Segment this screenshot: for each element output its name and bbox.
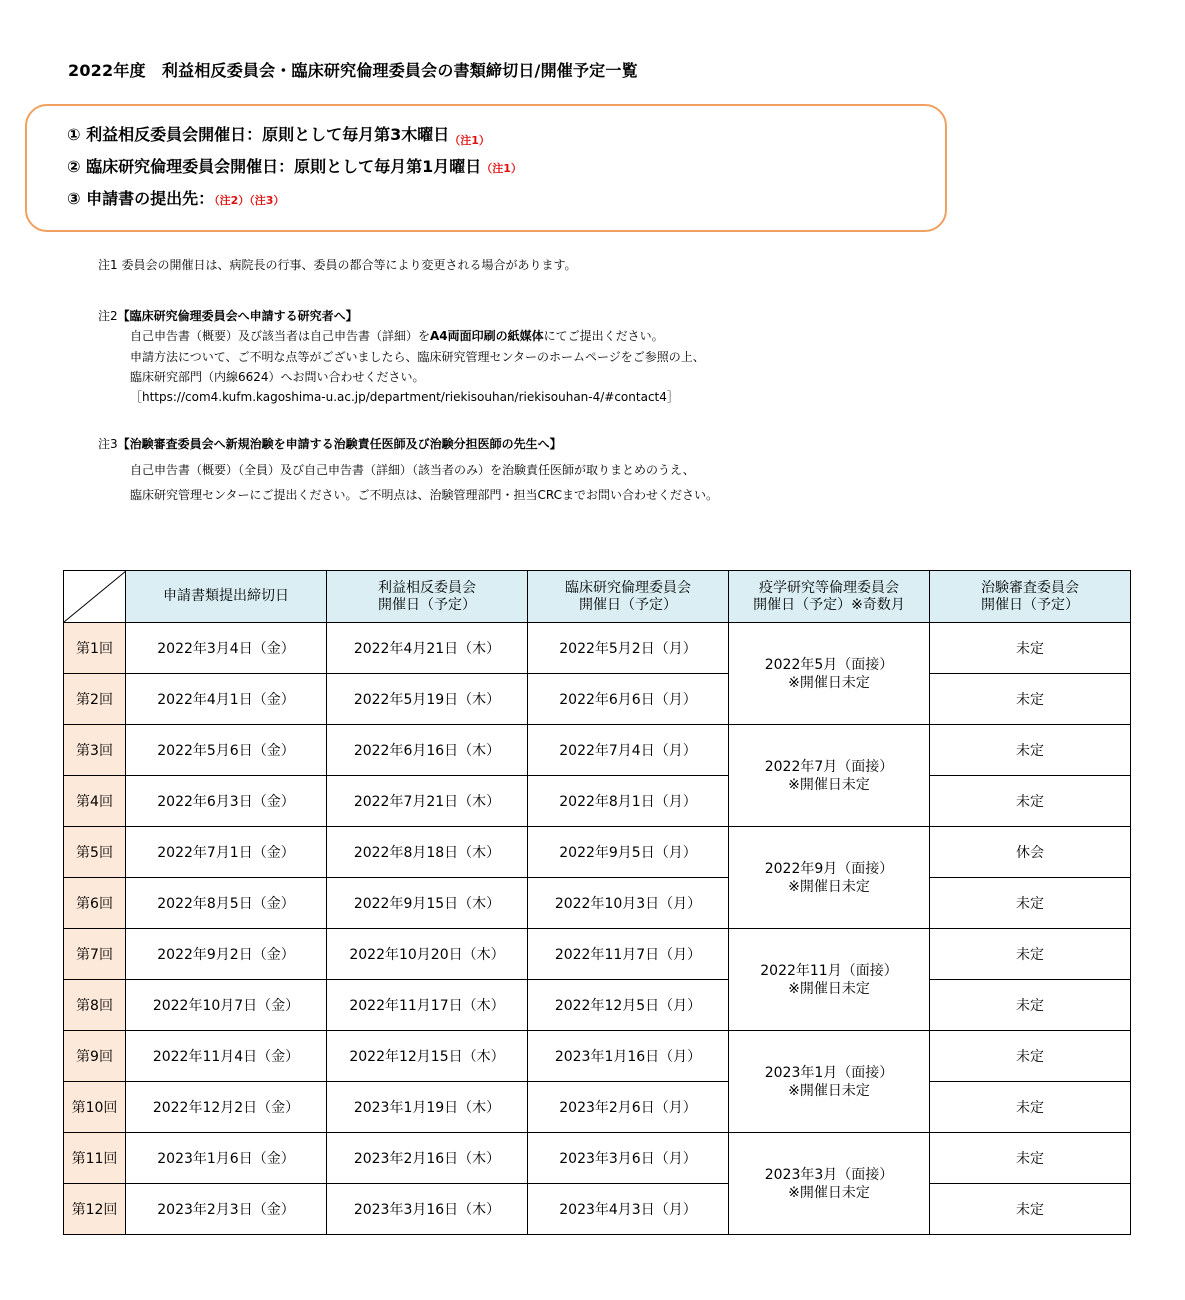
trial-date: 未定	[930, 674, 1131, 725]
deadline-date: 2022年9月2日（金）	[126, 929, 327, 980]
round-label: 第10回	[64, 1082, 126, 1133]
summary-box	[25, 104, 947, 232]
note-2-line-3: 臨床研究部門（内線6624）へお問い合わせください。	[130, 370, 425, 384]
coi-date: 2022年11月17日（木）	[327, 980, 528, 1031]
note-ref-1b: （注1）	[481, 162, 522, 175]
table-row	[64, 776, 1131, 827]
table-row	[64, 878, 1131, 929]
note-2-line-2: 申請方法について、ご不明な点等がございましたら、臨床研究管理センターのホームページをご参照の上、	[130, 350, 705, 364]
table-row	[64, 725, 1131, 776]
note-3-heading: 注3【治験審査委員会へ新規治験を申請する治験責任医師及び治験分担医師の先生へ】	[98, 437, 562, 451]
note-2-url[interactable]: ［https://com4.kufm.kagoshima-u.ac.jp/department/riekisouhan/riekisouhan-4/#contact4］	[130, 390, 679, 404]
coi-date: 2022年9月15日（木）	[327, 878, 528, 929]
deadline-date: 2023年2月3日（金）	[126, 1184, 327, 1235]
ethics-date: 2023年3月6日（月）	[528, 1133, 729, 1184]
round-label: 第7回	[64, 929, 126, 980]
trial-date: 休会	[930, 827, 1131, 878]
trial-date: 未定	[930, 1133, 1131, 1184]
coi-date: 2023年3月16日（木）	[327, 1184, 528, 1235]
trial-date: 未定	[930, 776, 1131, 827]
table-row	[64, 1082, 1131, 1133]
note-2-heading: 注2【臨床研究倫理委員会へ申請する研究者へ】	[98, 309, 358, 323]
round-label: 第9回	[64, 1031, 126, 1082]
note-ref-2-3: （注2）（注3）	[214, 194, 285, 207]
table-row	[64, 980, 1131, 1031]
summary-coi-day: ① 利益相反委員会開催日：原則として毎月第3木曜日$_{(注1)}$	[67, 125, 490, 147]
trial-date: 未定	[930, 929, 1131, 980]
header-ethics: 臨床研究倫理委員会 開催日（予定）	[528, 571, 729, 623]
deadline-date: 2022年11月4日（金）	[126, 1031, 327, 1082]
round-label: 第1回	[64, 623, 126, 674]
ethics-date: 2022年10月3日（月）	[528, 878, 729, 929]
ethics-date: 2023年4月3日（月）	[528, 1184, 729, 1235]
coi-date: 2022年6月16日（木）	[327, 725, 528, 776]
ethics-date: 2023年1月16日（月）	[528, 1031, 729, 1082]
round-label: 第8回	[64, 980, 126, 1031]
coi-date: 2022年7月21日（木）	[327, 776, 528, 827]
epi-date: 2023年1月（面接） ※開催日未定	[729, 1031, 930, 1133]
coi-date: 2022年10月20日（木）	[327, 929, 528, 980]
epi-date: 2022年7月（面接） ※開催日未定	[729, 725, 930, 827]
coi-date: 2022年12月15日（木）	[327, 1031, 528, 1082]
round-label: 第2回	[64, 674, 126, 725]
table-row	[64, 1184, 1131, 1235]
round-label: 第4回	[64, 776, 126, 827]
summary-ethics-day: ② 臨床研究倫理委員会開催日：原則として毎月第1月曜日（注1）	[67, 157, 522, 176]
epi-date: 2022年11月（面接） ※開催日未定	[729, 929, 930, 1031]
round-label: 第12回	[64, 1184, 126, 1235]
deadline-date: 2022年7月1日（金）	[126, 827, 327, 878]
table-row	[64, 1133, 1131, 1184]
coi-date: 2022年5月19日（木）	[327, 674, 528, 725]
trial-date: 未定	[930, 878, 1131, 929]
table-row	[64, 929, 1131, 980]
ethics-date: 2022年8月1日（月）	[528, 776, 729, 827]
epi-date: 2022年9月（面接） ※開催日未定	[729, 827, 930, 929]
header-epi: 疫学研究等倫理委員会 開催日（予定）※奇数月	[729, 571, 930, 623]
deadline-date: 2022年8月5日（金）	[126, 878, 327, 929]
epi-date: 2022年5月（面接） ※開催日未定	[729, 623, 930, 725]
deadline-date: 2022年12月2日（金）	[126, 1082, 327, 1133]
deadline-date: 2022年5月6日（金）	[126, 725, 327, 776]
note-ref-1: （注1）	[449, 134, 490, 147]
ethics-date: 2022年7月4日（月）	[528, 725, 729, 776]
round-label: 第5回	[64, 827, 126, 878]
ethics-date: 2022年12月5日（月）	[528, 980, 729, 1031]
ethics-date: 2023年2月6日（月）	[528, 1082, 729, 1133]
trial-date: 未定	[930, 1184, 1131, 1235]
round-label: 第11回	[64, 1133, 126, 1184]
schedule-table	[63, 570, 1131, 1235]
ethics-date: 2022年5月2日（月）	[528, 623, 729, 674]
epi-date: 2023年3月（面接） ※開催日未定	[729, 1133, 930, 1235]
note-3-line-2: 臨床研究管理センターにご提出ください。ご不明点は、治験管理部門・担当CRCまでお問い合わせください。	[130, 488, 719, 502]
header-deadline: 申請書類提出締切日	[126, 571, 327, 623]
table-row	[64, 623, 1131, 674]
corner-cell	[64, 571, 126, 623]
coi-date: 2023年1月19日（木）	[327, 1082, 528, 1133]
deadline-date: 2023年1月6日（金）	[126, 1133, 327, 1184]
diagonal-line-icon	[64, 571, 126, 622]
trial-date: 未定	[930, 725, 1131, 776]
note-1: 注1 委員会の開催日は、病院長の行事、委員の都合等により変更される場合があります。	[98, 258, 577, 272]
header-coi: 利益相反委員会 開催日（予定）	[327, 571, 528, 623]
ethics-date: 2022年9月5日（月）	[528, 827, 729, 878]
table-row	[64, 674, 1131, 725]
note-3-line-1: 自己申告書（概要）（全員）及び自己申告書（詳細）（該当者のみ）を治験責任医師が取りまとめのうえ、	[130, 463, 695, 477]
coi-date: 2022年4月21日（木）	[327, 623, 528, 674]
coi-date: 2022年8月18日（木）	[327, 827, 528, 878]
trial-date: 未定	[930, 623, 1131, 674]
table-row	[64, 827, 1131, 878]
round-label: 第3回	[64, 725, 126, 776]
trial-date: 未定	[930, 1031, 1131, 1082]
deadline-date: 2022年4月1日（金）	[126, 674, 327, 725]
trial-date: 未定	[930, 980, 1131, 1031]
deadline-date: 2022年3月4日（金）	[126, 623, 327, 674]
ethics-date: 2022年11月7日（月）	[528, 929, 729, 980]
note-2-line-1: 自己申告書（概要）及び該当者は自己申告書（詳細）をA4両面印刷の紙媒体にてご提出ください。	[130, 329, 664, 343]
round-label: 第6回	[64, 878, 126, 929]
coi-date: 2023年2月16日（木）	[327, 1133, 528, 1184]
deadline-date: 2022年10月7日（金）	[126, 980, 327, 1031]
deadline-date: 2022年6月3日（金）	[126, 776, 327, 827]
ethics-date: 2022年6月6日（月）	[528, 674, 729, 725]
table-row	[64, 1031, 1131, 1082]
header-trial: 治験審査委員会 開催日（予定）	[930, 571, 1131, 623]
page-title: 2022年度 利益相反委員会・臨床研究倫理委員会の書類締切日/開催予定一覧	[68, 61, 638, 80]
summary-submit-to: ③ 申請書の提出先：（注2）（注3）	[67, 189, 285, 208]
trial-date: 未定	[930, 1082, 1131, 1133]
